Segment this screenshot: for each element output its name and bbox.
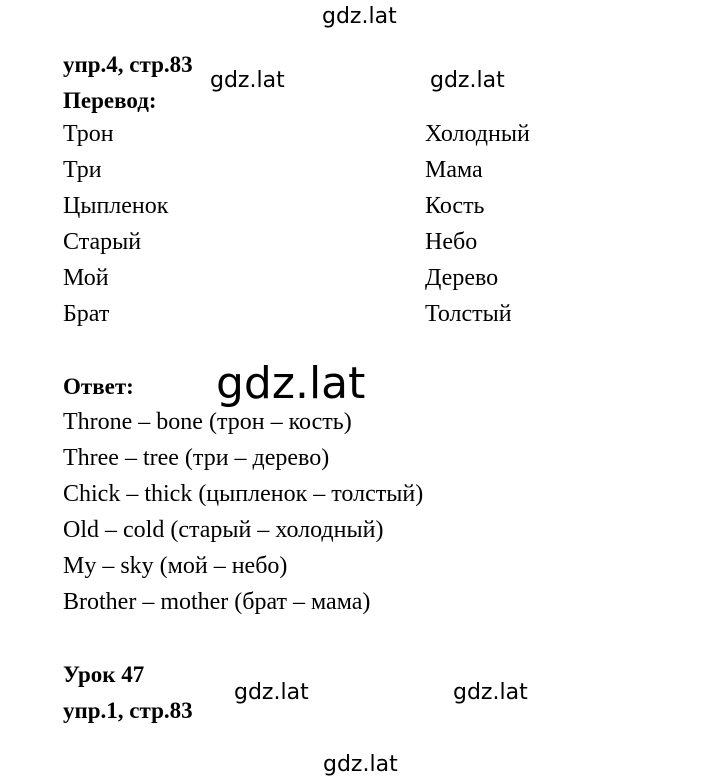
lesson-exercise-heading: упр.1, стр.83 — [63, 698, 193, 723]
word-right: Мама — [425, 157, 483, 183]
watermark-large: gdz.lat — [216, 358, 366, 409]
watermark: gdz.lat — [234, 680, 309, 705]
watermark-bottom: gdz.lat — [323, 752, 398, 777]
lesson-title: Урок 47 — [63, 662, 145, 687]
exercise-heading: упр.4, стр.83 — [63, 52, 193, 77]
word-left: Трон — [63, 121, 114, 147]
answer-line: Brother – mother (брат – мама) — [63, 589, 371, 615]
translation-label: Перевод: — [63, 88, 157, 113]
watermark-top: gdz.lat — [322, 4, 397, 29]
watermark: gdz.lat — [210, 68, 285, 93]
word-right: Холодный — [425, 121, 530, 147]
watermark: gdz.lat — [430, 68, 505, 93]
word-left: Мой — [63, 265, 109, 291]
word-left: Старый — [63, 229, 142, 255]
answer-line: Three – tree (три – дерево) — [63, 445, 330, 471]
answer-line: Old – cold (старый – холодный) — [63, 517, 384, 543]
word-right: Небо — [425, 229, 478, 255]
word-left: Цыпленок — [63, 193, 169, 219]
word-left: Брат — [63, 301, 110, 327]
answer-line: My – sky (мой – небо) — [63, 553, 288, 579]
answer-line: Throne – bone (трон – кость) — [63, 409, 352, 435]
answer-label: Ответ: — [63, 374, 134, 399]
answer-line: Chick – thick (цыпленок – толстый) — [63, 481, 424, 507]
word-right: Дерево — [425, 265, 499, 291]
word-left: Три — [63, 157, 102, 183]
word-right: Толстый — [425, 301, 512, 327]
word-right: Кость — [425, 193, 485, 219]
watermark: gdz.lat — [453, 680, 528, 705]
